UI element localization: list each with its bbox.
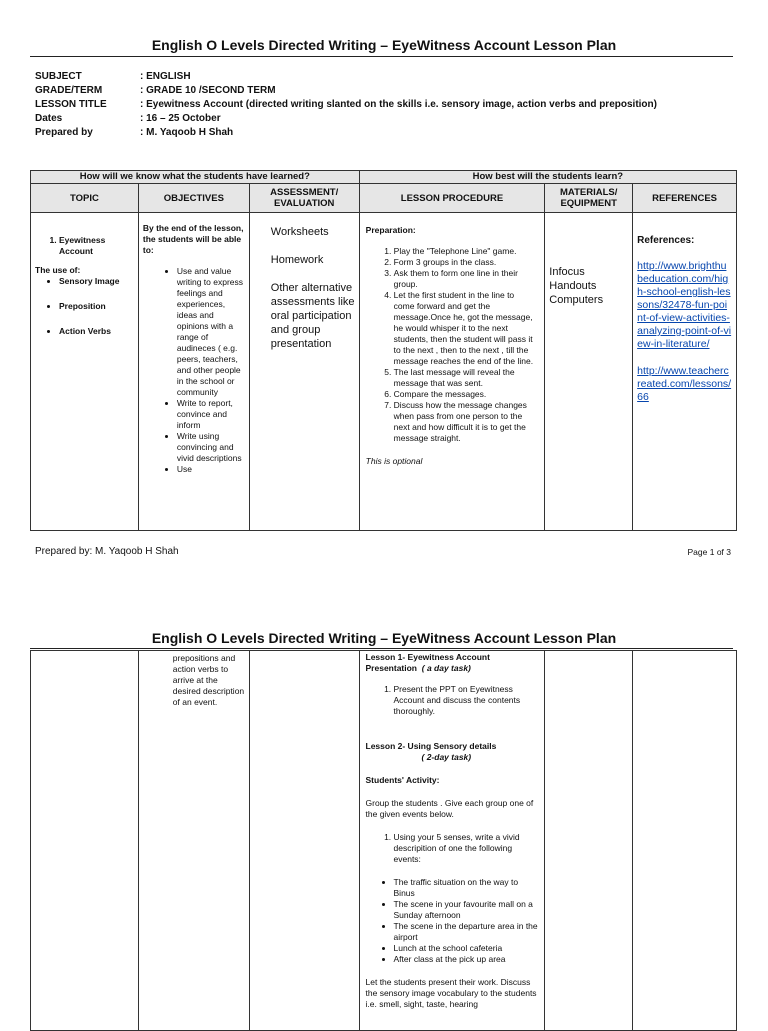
objectives-continuation: prepositions and action verbs to arrive at the desired description of an event. [172,653,245,707]
lesson2-task: ( 2-day task) [421,752,472,762]
topic-bullet: • Preposition [59,301,134,312]
meta-label: LESSON TITLE [35,99,107,110]
material-item: Computers [549,294,604,306]
procedure-step: 1. Play the "Telephone Line" game. [394,246,537,257]
event-item: • The scene in the departure area in the airport [394,921,541,943]
meta-row [35,98,657,112]
reference-link[interactable]: http://www.brighthubeducation.com/high-school-english-lessons/32478-fun-point-of-view-activities-analyzing-point-of-view-in-literature/ [637,260,732,350]
topic-bullet: • Sensory Image [59,276,134,287]
procedure-cell [359,651,545,1031]
col-header-references: REFERENCES [633,184,737,213]
topic-item: 1. Eyewitness Account [59,235,134,257]
topic-bullet: • Action Verbs [59,326,134,337]
assessment-item: Homework [270,254,324,266]
materials-cell [545,213,633,531]
meta-row [35,126,657,140]
event-item: • Lunch at the school cafeteria [394,943,541,954]
event-item: • After class at the pick up area [394,954,541,965]
procedure-step: 6. Compare the messages. [394,389,537,400]
lesson1-presentation: Presentation [365,663,418,673]
lesson1-heading: Lesson 1- Eyewitness Account [365,652,490,662]
procedure-step: 3. Ask them to form one line in their group. [394,268,537,290]
lesson1-step: 1. Present the PPT on Eyewitness Account and discuss the contents thoroughly. [394,684,541,717]
assessment-item: Other alternative assessments like oral participation and group presentation [270,282,355,350]
meta-label: SUBJECT [35,71,82,82]
lesson1-task: ( a day task) [421,663,471,673]
meta-label: Dates [35,113,63,124]
col-header-objectives: OBJECTIVES [138,184,249,213]
col-header-procedure: LESSON PROCEDURE [359,184,545,213]
assessment-cell [249,651,359,1031]
meta-value: : ENGLISH [140,71,191,82]
topic-cell [31,213,139,531]
procedure-step: 2. Form 3 groups in the class. [394,257,537,268]
lesson2-group-text: Group the students . Give each group one of the given events below. [365,798,534,819]
references-cell [633,213,737,531]
assessment-cell [249,213,359,531]
col-header-assessment: ASSESSMENT/ EVALUATION [249,184,359,213]
procedure-step: 5. The last message will reveal the message that was sent. [394,367,537,389]
objective-bullet: • Use [177,464,245,475]
lesson2-activity: Students' Activity: [365,775,440,785]
procedure-step: 7. Discuss how the message changes when pass from one person to the next and how difficult it is to get the message straight. [394,400,537,444]
objectives-cell [138,651,249,1031]
group-header-learning: How best will the students learn? [359,171,736,184]
procedure-heading: Preparation: [365,225,416,235]
title-rule [30,56,733,57]
materials-cell [545,651,633,1031]
page2-title-rule [30,648,733,649]
meta-value: : M. Yaqoob H Shah [140,127,234,138]
meta-row [35,84,657,98]
procedure-step: 4. Let the first student in the line to come forward and get the message.Once he, got the message, he would whisper it to the next students, then the student will pass it to the next , then to the next , till the message reaches the end of the line. [394,290,537,367]
procedure-note: This is optional [365,456,423,466]
event-item: • The scene in your favourite mall on a Sunday afternoon [394,899,541,921]
event-item: • The traffic situation on the way to Binus [394,877,541,899]
meta-value: : 16 – 25 October [140,113,221,124]
objective-bullet: • Write to report, convince and inform [177,398,245,431]
col-header-topic: TOPIC [31,184,139,213]
objectives-cell [138,213,249,531]
meta-label: Prepared by [35,127,93,138]
lesson2-step: 1. Using your 5 senses, write a vivid descripition of one the following events: [394,832,541,865]
procedure-cell [359,213,545,531]
col-header-materials: MATERIALS/ EQUIPMENT [545,184,633,213]
material-item: Infocus [549,266,585,278]
page-title: English O Levels Directed Writing – EyeWitness Account Lesson Plan [151,37,617,53]
meta-value: : GRADE 10 /SECOND TERM [140,85,276,96]
meta-label: GRADE/TERM [35,85,103,96]
footer-page-number: Page 1 of 3 [687,547,731,557]
references-cell [633,651,737,1031]
material-item: Handouts [549,280,597,292]
meta-row [35,70,657,84]
lesson-plan-table [30,170,737,531]
references-heading: References: [637,235,695,246]
assessment-item: Worksheets [270,226,329,238]
page2-lesson-table [30,650,737,1031]
lesson2-heading: Lesson 2- Using Sensory details [365,741,497,751]
footer-prepared-by: Prepared by: M. Yaqoob H Shah [35,546,179,557]
lesson2-closing: Let the students present their work. Discuss the sensory image vocabulary to the students i.e. smell, sight, taste, hearing [365,977,537,1009]
page2-title: English O Levels Directed Writing – EyeWitness Account Lesson Plan [151,630,617,646]
meta-row [35,112,657,126]
group-header-assessment: How will we know what the students have learned? [31,171,360,184]
topic-cell [31,651,139,1031]
objective-bullet: • Use and value writing to express feelings and experiences, ideas and opinions with a range of audineces ( e.g. peers, teachers, and other people in the school or community [177,266,245,398]
objectives-intro: By the end of the lesson, the students will be able to: [142,223,244,255]
topic-use-of: The use of: [35,265,81,275]
reference-link[interactable]: http://www.teachercreated.com/lessons/66 [637,365,732,403]
meta-value: : Eyewitness Account (directed writing slanted on the skills i.e. sensory image, action verbs and preposition) [140,99,657,110]
objective-bullet: • Write using convincing and vivid descriptions [177,431,245,464]
lesson-meta [35,70,657,140]
